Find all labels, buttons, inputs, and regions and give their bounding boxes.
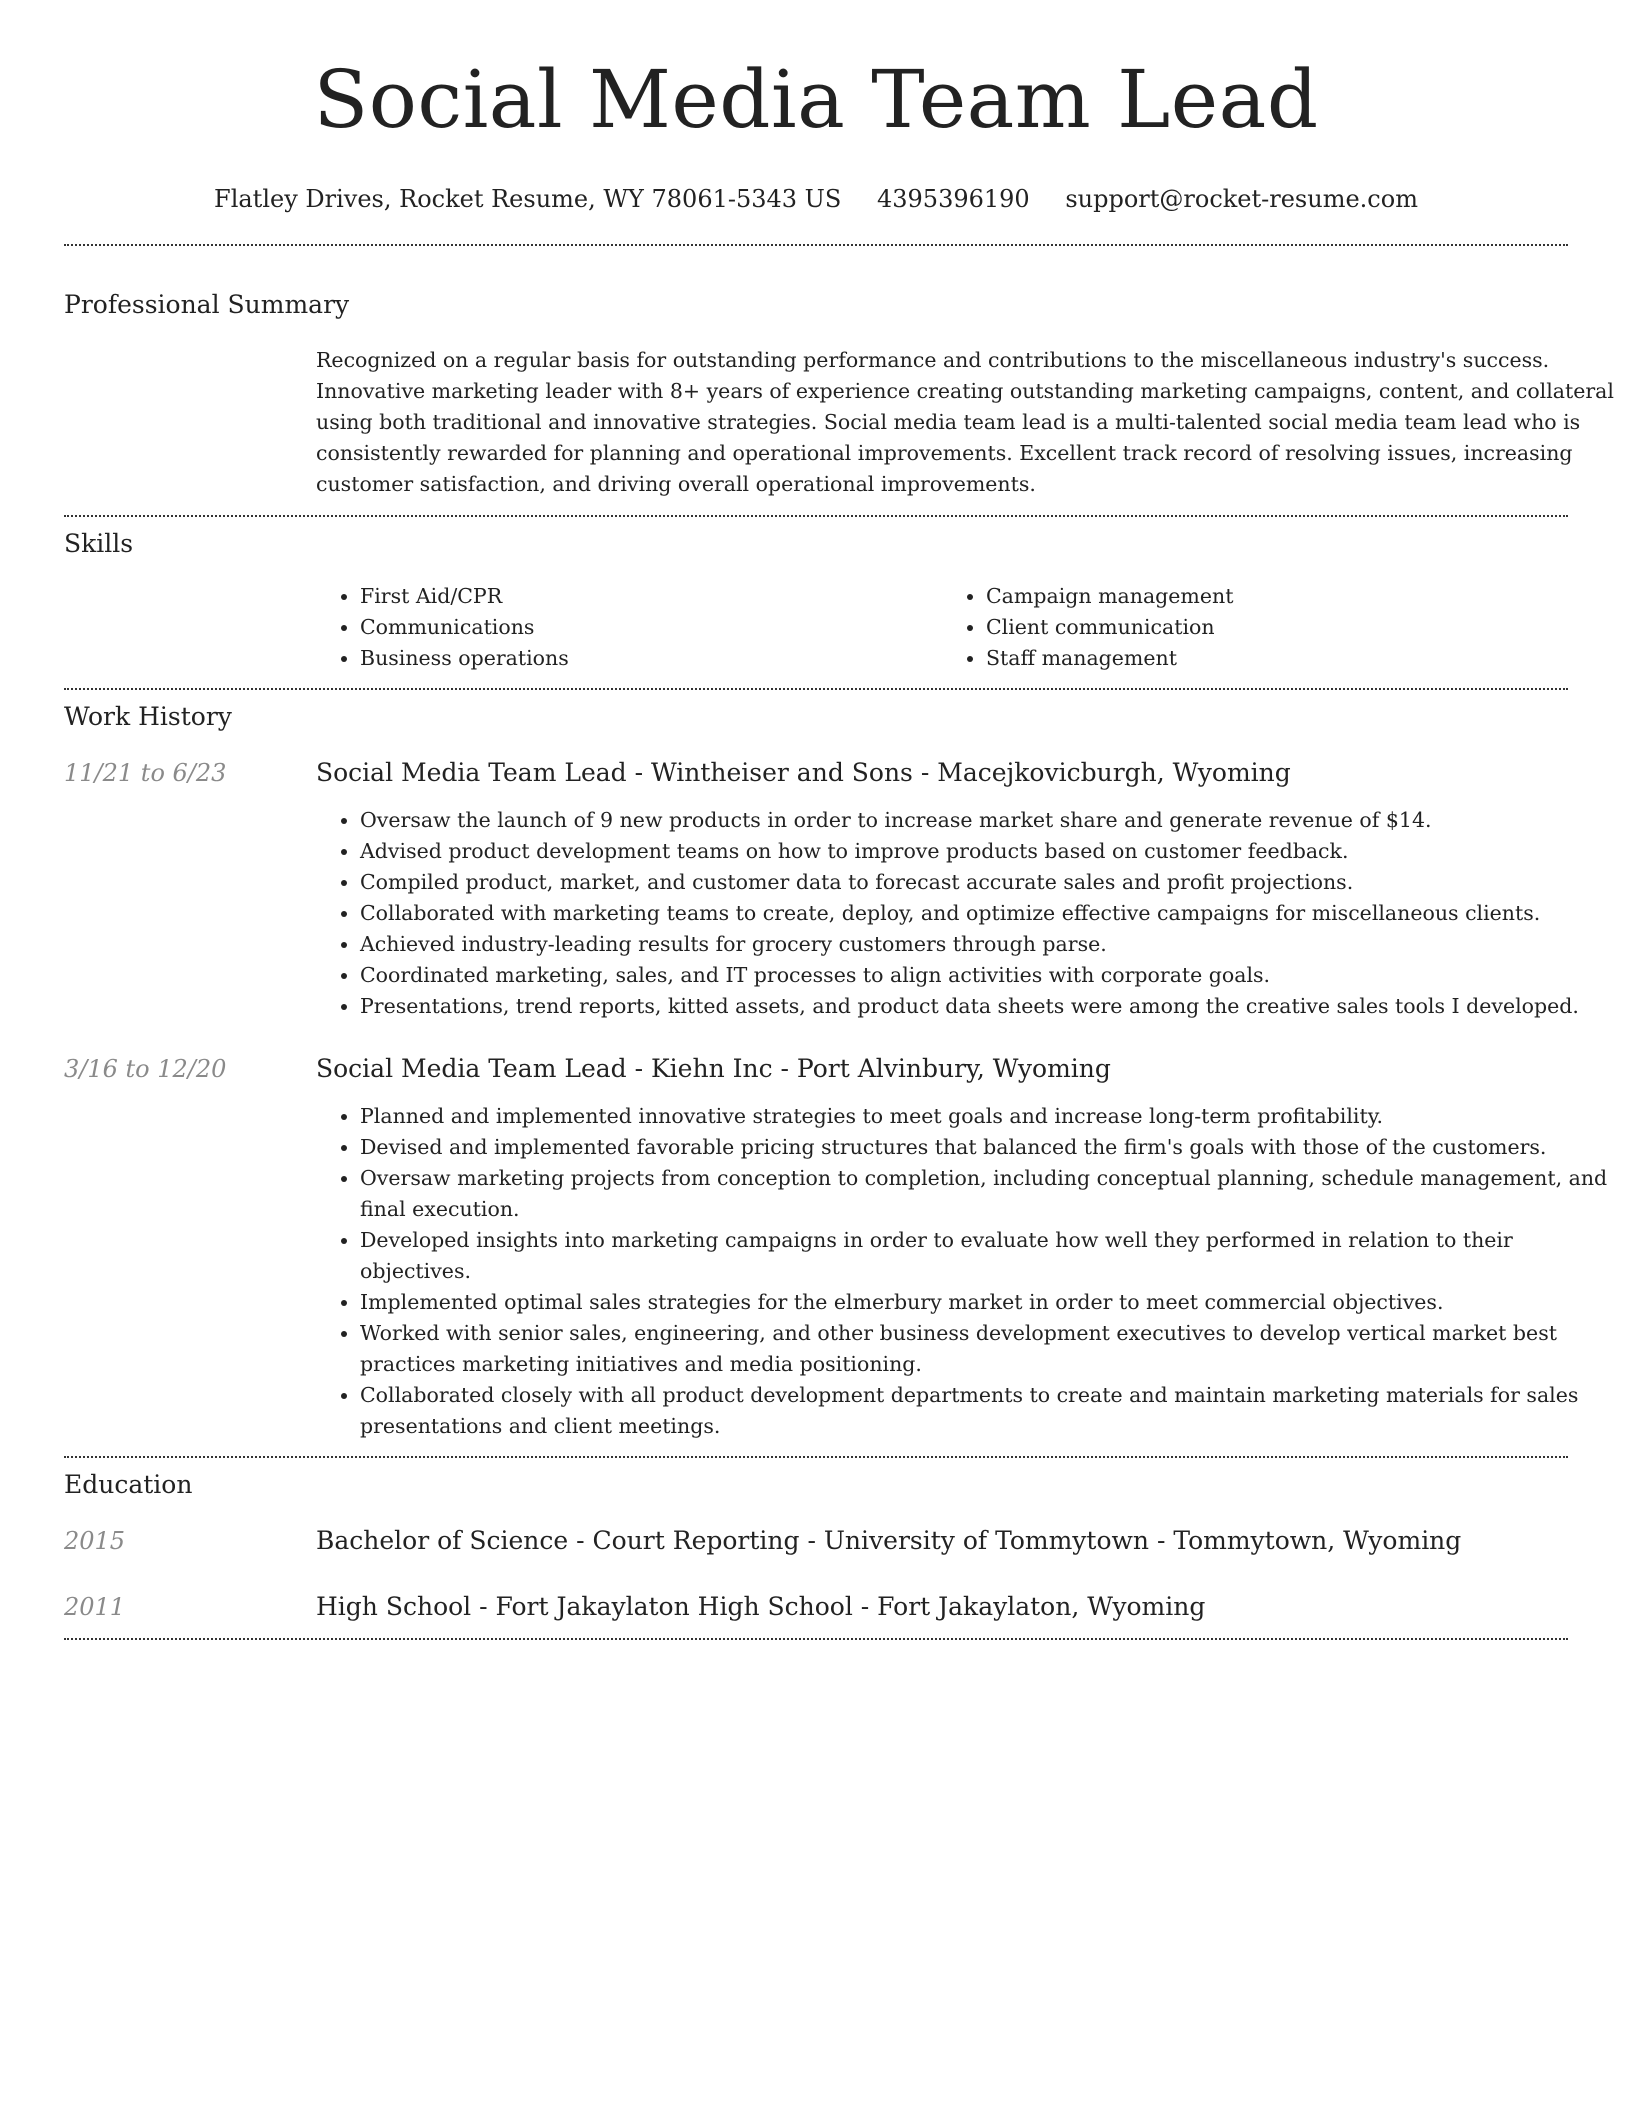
job-bullet: • Oversaw marketing projects from conception to completion, including conceptual planning, schedule management, and final execution.	[360, 1163, 1616, 1225]
summary-text: Recognized on a regular basis for outstanding performance and contributions to the miscellaneous industry's success. Innovative marketing leader with 8+ years of experience creating outstanding marketing campaigns, content, and collateral using both traditional and innovative strategies. Social media team lead is a multi-talented social media team lead who is consistently rewarded for planning and operational improvements. Excellent track record of resolving issues, increasing customer satisfaction, and driving overall operational improvements.	[316, 348, 1614, 496]
skill-item: • Business operations	[360, 643, 942, 674]
job-heading: Social Media Team Lead - Kiehn Inc - Port Alvinbury, Wyoming	[316, 1054, 1111, 1083]
divider	[64, 515, 1568, 517]
job-entry	[64, 758, 1579, 1022]
job-bullet: • Coordinated marketing, sales, and IT processes to align activities with corporate goals.	[360, 960, 1616, 991]
skill-item: • Staff management	[986, 643, 1568, 674]
job-bullet: • Advised product development teams on how to improve products based on customer feedback.	[360, 836, 1616, 867]
skill-item: • Communications	[360, 612, 942, 643]
job-bullets	[316, 1101, 1616, 1442]
skills-list-left	[316, 581, 942, 674]
work-title: Work History	[64, 702, 232, 731]
education-year: 2011	[64, 1593, 126, 1621]
education-section	[64, 1470, 1568, 1638]
work-section	[64, 702, 1608, 1456]
divider	[64, 244, 1568, 246]
education-text: High School - Fort Jakaylaton High School - Fort Jakaylaton, Wyoming	[316, 1592, 1206, 1621]
job-entry	[64, 1054, 1608, 1442]
job-bullet: • Planned and implemented innovative strategies to meet goals and increase long-term profitability.	[360, 1101, 1616, 1132]
job-bullet: • Devised and implemented favorable pricing structures that balanced the firm's goals with those of the customers.	[360, 1132, 1616, 1163]
divider	[64, 688, 1568, 690]
job-bullet: • Worked with senior sales, engineering, and other business development executives to develop vertical market best practices marketing initiatives and media positioning.	[360, 1318, 1616, 1380]
job-bullet: • Collaborated closely with all product development departments to create and maintain marketing materials for sales presentations and client meetings.	[360, 1380, 1616, 1442]
contact-email: support@rocket-resume.com	[1065, 185, 1418, 213]
education-title: Education	[64, 1470, 193, 1499]
skill-item: • Campaign management	[986, 581, 1568, 612]
skills-grid	[316, 581, 1568, 688]
education-entry	[64, 1592, 1568, 1622]
divider	[64, 1456, 1568, 1458]
job-bullet: • Presentations, trend reports, kitted assets, and product data sheets were among the creative sales tools I developed.	[360, 991, 1616, 1022]
contact-phone: 4395396190	[876, 185, 1030, 213]
contact-line	[64, 184, 1568, 214]
summary-title: Professional Summary	[64, 290, 350, 319]
divider	[64, 1638, 1568, 1640]
job-bullets	[316, 805, 1616, 1022]
job-dates: 11/21 to 6/23	[64, 759, 227, 787]
spacer	[64, 1442, 1568, 1456]
skills-list-right	[942, 581, 1568, 674]
education-text: Bachelor of Science - Court Reporting - University of Tommytown - Tommytown, Wyoming	[316, 1526, 1462, 1555]
job-bullet: • Oversaw the launch of 9 new products in order to increase market share and generate revenue of $14.	[360, 805, 1616, 836]
skills-title: Skills	[64, 529, 134, 558]
job-dates: 3/16 to 12/20	[64, 1055, 227, 1083]
resume-name: Social Media Team Lead	[313, 53, 1319, 146]
skill-item: • Client communication	[986, 612, 1568, 643]
job-bullet: • Compiled product, market, and customer data to forecast accurate sales and profit projections.	[360, 867, 1616, 898]
summary-section	[64, 290, 1614, 515]
skill-item: • First Aid/CPR	[360, 581, 942, 612]
job-bullet: • Achieved industry-leading results for grocery customers through parse.	[360, 929, 1616, 960]
skills-section	[64, 529, 1568, 688]
job-bullet: • Implemented optimal sales strategies for the elmerbury market in order to meet commercial objectives.	[360, 1287, 1616, 1318]
job-body	[316, 758, 1616, 1022]
education-entry	[64, 1526, 1568, 1556]
job-bullet: • Developed insights into marketing campaigns in order to evaluate how well they performed in relation to their objectives.	[360, 1225, 1616, 1287]
contact-address: Flatley Drives, Rocket Resume, WY 78061-5343 US	[214, 185, 842, 213]
spacer	[64, 1622, 1568, 1638]
job-body	[316, 1054, 1616, 1442]
spacer	[64, 500, 1568, 515]
education-year: 2015	[64, 1527, 126, 1555]
job-bullet: • Collaborated with marketing teams to create, deploy, and optimize effective campaigns for miscellaneous clients.	[360, 898, 1616, 929]
job-heading: Social Media Team Lead - Wintheiser and Sons - Macejkovicburgh, Wyoming	[316, 758, 1291, 787]
